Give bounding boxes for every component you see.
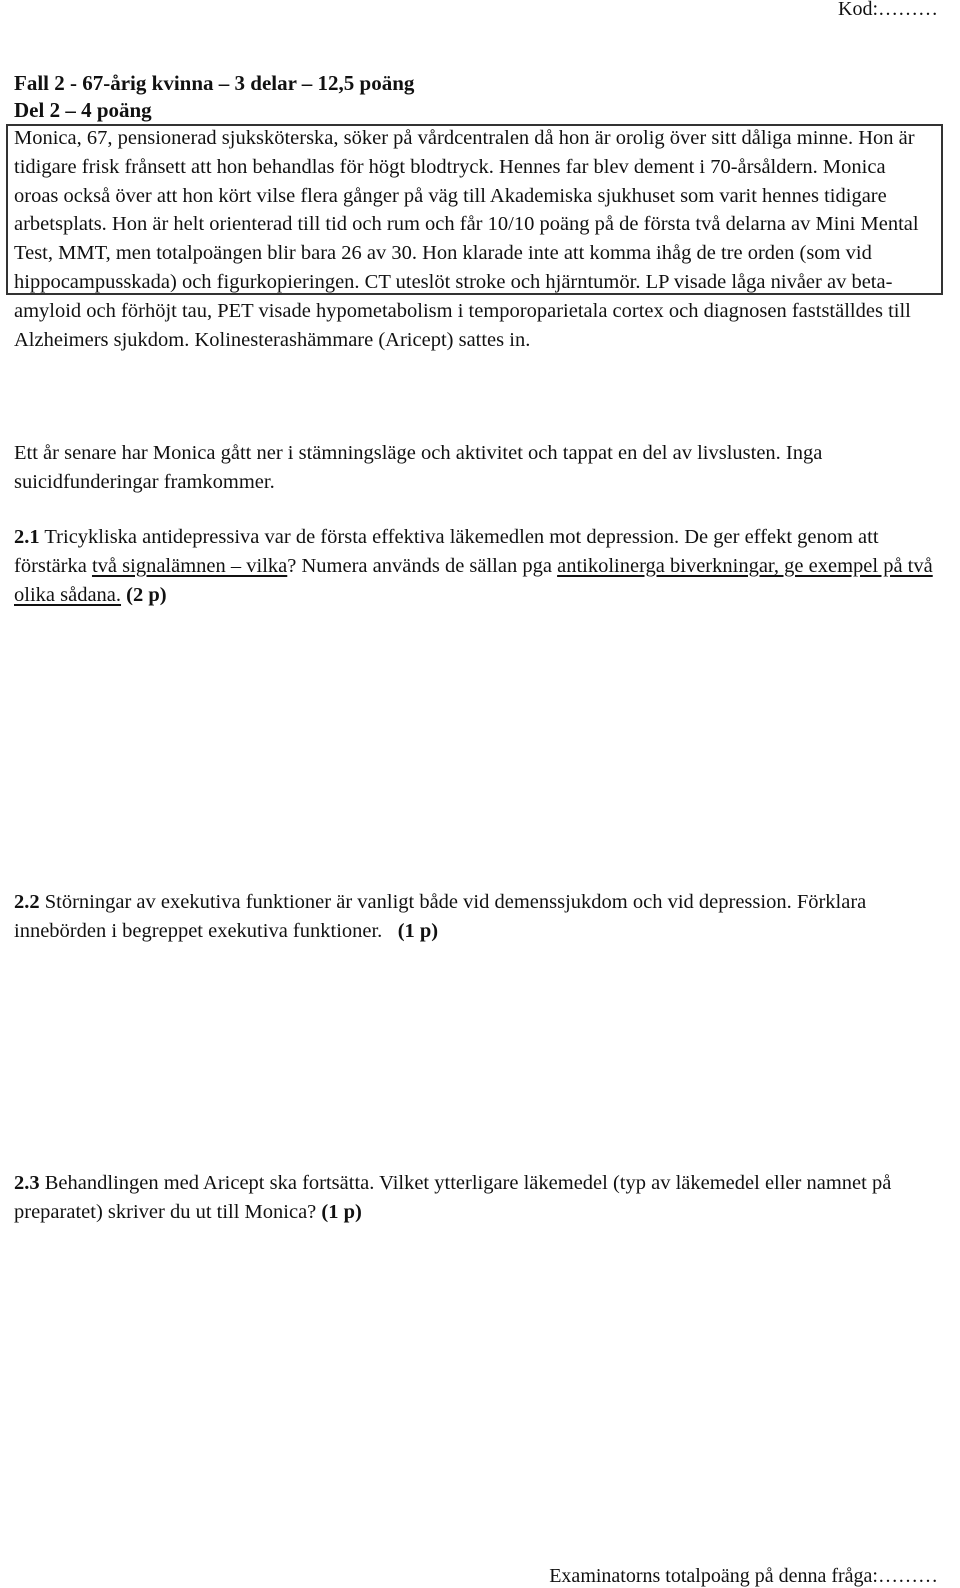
- question-number: 2.3: [14, 1172, 40, 1194]
- question-text: ? Numera används de sällan pga: [287, 554, 558, 577]
- question-points: (1 p): [321, 1200, 362, 1223]
- question-number: 2.1: [14, 526, 40, 548]
- question-2-3: [14, 1169, 934, 1227]
- question-points: (2 p): [121, 583, 167, 606]
- question-text: Behandlingen med Aricept ska fortsätta. Vilket ytterligare läkemedel (typ av läkemedel eller namnet på preparatet) skriver du ut till Monica?: [14, 1172, 892, 1223]
- question-emphasis: två signalämnen – vilka: [91, 554, 288, 577]
- question-emphasis: antikolinerga biverkningar, ge exempel på två olika sådana.: [14, 554, 933, 606]
- question-number: 2.2: [14, 891, 40, 913]
- question-2-2: [14, 888, 934, 946]
- question-2-1: [14, 523, 934, 609]
- examiner-total: Examinatorns totalpoäng på denna fråga:………: [549, 1565, 938, 1587]
- case-followup: Ett år senare har Monica gått ner i stämningsläge och aktivitet och tappat en del av livslusten. Inga suicidfunderingar framkommer.: [14, 442, 823, 493]
- question-points: (1 p): [397, 919, 439, 942]
- kod-field: Kod:………: [838, 0, 938, 20]
- question-text: Störningar av exekutiva funktioner är vanligt både vid demenssjukdom och vid depression. Förklara innebörden i begreppet exekutiva funktioner.: [14, 891, 872, 942]
- case-heading: Fall 2 - 67-årig kvinna – 3 delar – 12,5 poäng: [14, 71, 415, 95]
- part-heading: Del 2 – 4 poäng: [14, 98, 152, 122]
- case-description: Monica, 67, pensionerad sjuksköterska, söker på vårdcentralen då hon är orolig över sitt dåliga minne. Hon är tidigare frisk frånsett att hon behandlas för högt blodtryck. Hennes far blev dement i 70-årsåldern. Monica oroas också över att hon kört vilse flera gånger på väg till Akademiska sjukhuset som varit hennes tidigare arbetsplats. Hon är helt orienterad till tid och rum och får 10/10 poäng på de första två delarna av Mini Mental Test, MMT, men totalpoängen blir bara 26 av 30. Hon klarade inte att komma ihåg de tre orden (som vid hippocampusskada) och figurkopieringen. CT uteslöt stroke och hjärntumör. LP visade låga nivåer av beta-amyloid och förhöjt tau, PET visade hypometabolism i temporoparietala cortex och diagnosen fastställdes till Alzheimers sjukdom. Kolinesterashämmare (Aricept) sattes in.: [14, 127, 919, 351]
- question-text: Tricykliska antidepressiva var de första effektiva läkemedlen mot depression. De ger effekt genom att förstärka: [14, 526, 879, 577]
